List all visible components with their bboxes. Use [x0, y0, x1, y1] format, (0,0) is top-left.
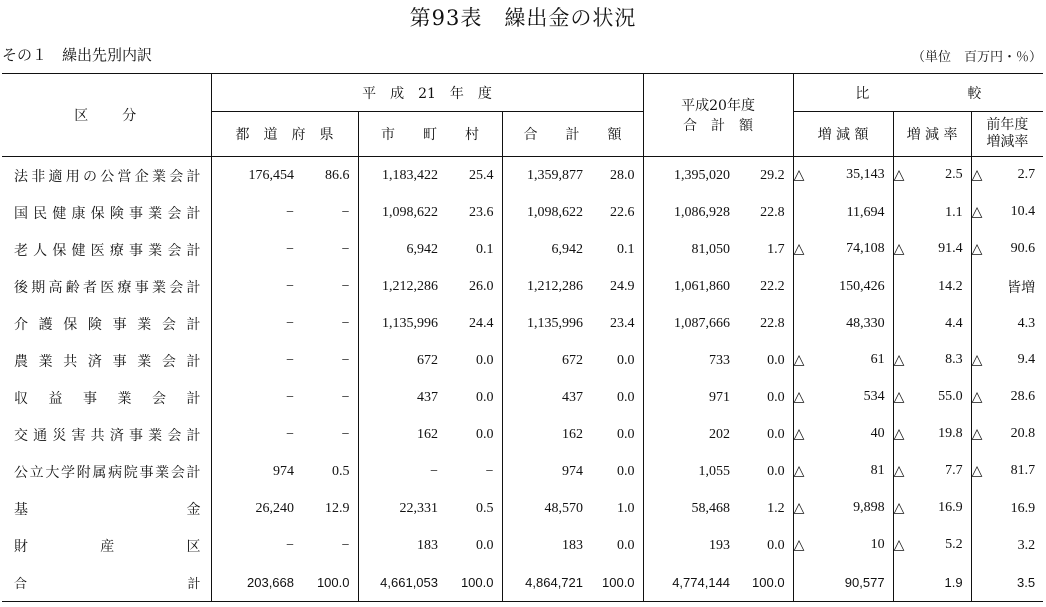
change-rate-wrap — [894, 500, 963, 517]
prev-rate-wrap — [972, 204, 1036, 221]
municipal-pct: 0.5 — [446, 490, 502, 527]
table-row — [2, 194, 1043, 231]
change-amount-number: 10 — [870, 537, 885, 552]
change-amount-wrap — [794, 463, 885, 480]
change-rate-number: 19.8 — [938, 426, 963, 441]
change-rate-sign: △ — [893, 538, 905, 553]
change-amount-number: 81 — [870, 463, 885, 478]
prefecture-value: − — [286, 389, 294, 405]
municipal-value: 22,331 — [399, 500, 438, 516]
outflow-table — [2, 73, 1043, 602]
change-rate — [893, 490, 971, 527]
h20-value: 1,086,928 — [674, 204, 731, 220]
prefecture-pct: − — [302, 305, 358, 342]
total-pct: 0.1 — [591, 231, 643, 268]
prev-rate-wrap — [972, 538, 1036, 554]
change-rate-wrap — [894, 167, 963, 184]
total-pct: 24.9 — [591, 268, 643, 305]
table-row — [2, 342, 1043, 379]
table-row — [2, 416, 1043, 453]
change-rate-number: 14.2 — [938, 278, 963, 294]
table-row — [2, 157, 1043, 195]
change-rate — [893, 157, 971, 195]
prev-rate-sign: △ — [971, 242, 983, 257]
h20-value: 58,468 — [691, 500, 731, 516]
municipal-value: 6,942 — [406, 241, 438, 257]
change-rate — [893, 342, 971, 379]
total-prefecture-value: 203,668 — [247, 575, 294, 590]
change-rate-number: 4.4 — [945, 315, 963, 331]
prefecture-pct: − — [302, 194, 358, 231]
total-pct: 0.0 — [591, 416, 643, 453]
change-amount — [793, 305, 893, 342]
change-amount-number: 9,898 — [853, 500, 885, 515]
h20-value: 733 — [709, 352, 731, 368]
municipal-pct: − — [446, 453, 502, 490]
change-rate-sign: △ — [893, 353, 905, 368]
prefecture-pct: 12.9 — [302, 490, 358, 527]
prefecture-pct: − — [302, 342, 358, 379]
prefecture-value: − — [286, 241, 294, 257]
change-rate — [893, 416, 971, 453]
change-rate-wrap — [894, 389, 963, 406]
municipal-value: 1,135,996 — [382, 315, 438, 331]
change-amount-wrap — [794, 352, 885, 369]
total-value: 672 — [562, 352, 583, 368]
prefecture-pct: 0.5 — [302, 453, 358, 490]
total-row — [2, 564, 1043, 602]
municipal-pct: 24.4 — [446, 305, 502, 342]
change-amount-number: 40 — [870, 426, 885, 441]
prev-rate-number: 4.3 — [1017, 315, 1036, 331]
row-label: 老人保健医療事業会計 — [2, 231, 211, 268]
change-rate-sign: △ — [893, 168, 905, 183]
change-rate-number: 55.0 — [938, 389, 963, 404]
h20-pct: 22.2 — [738, 268, 793, 305]
prev-rate-wrap — [972, 241, 1036, 258]
change-amount-sign: △ — [793, 464, 805, 479]
prev-rate-wrap — [972, 352, 1036, 369]
change-rate-number: 8.3 — [945, 352, 963, 367]
change-rate-sign: △ — [893, 390, 905, 405]
row-label: 公立大学附属病院事業会計 — [2, 453, 211, 490]
change-amount-number: 150,426 — [839, 278, 885, 294]
municipal-pct: 0.1 — [446, 231, 502, 268]
total-pct: 0.0 — [591, 453, 643, 490]
change-amount-number: 35,143 — [846, 167, 885, 182]
row-label: 基金 — [2, 490, 211, 527]
change-amount — [793, 157, 893, 195]
change-rate-wrap — [894, 241, 963, 258]
total-value: 437 — [562, 389, 583, 405]
table-row — [2, 231, 1043, 268]
municipal-value: 162 — [417, 426, 438, 442]
h20-pct: 22.8 — [738, 194, 793, 231]
header-change-amount: 増 減 額 — [793, 112, 893, 157]
change-rate — [893, 305, 971, 342]
total-value: 1,098,622 — [527, 204, 583, 220]
prev-rate-wrap — [972, 501, 1036, 517]
change-rate-wrap — [894, 279, 963, 295]
h20-pct: 1.7 — [738, 231, 793, 268]
change-amount-sign: △ — [793, 501, 805, 516]
h20-pct: 0.0 — [738, 416, 793, 453]
total-value: 1,212,286 — [527, 278, 583, 294]
change-rate-sign: △ — [893, 501, 905, 516]
table-subtitle: その１ 繰出先別内訳 — [2, 46, 153, 64]
row-label: 収益事業会計 — [2, 379, 211, 416]
municipal-pct: 26.0 — [446, 268, 502, 305]
change-rate-sign: △ — [893, 242, 905, 257]
change-amount-wrap — [794, 167, 885, 184]
header-total: 合 計 額 — [502, 112, 643, 157]
change-amount-sign: △ — [793, 390, 805, 405]
h20-pct: 0.0 — [738, 379, 793, 416]
change-amount-wrap — [794, 426, 885, 443]
header-h21: 平 成 21 年 度 — [211, 74, 643, 112]
header-compare: 比 較 — [793, 74, 1043, 112]
change-amount-number: 61 — [870, 352, 885, 367]
change-amount-wrap — [794, 500, 885, 517]
prev-rate — [971, 194, 1043, 231]
municipal-value: 1,098,622 — [382, 204, 438, 220]
prev-rate — [971, 342, 1043, 379]
change-rate-wrap — [894, 205, 963, 221]
header-prefecture: 都 道 府 県 — [211, 112, 358, 157]
municipal-pct: 23.6 — [446, 194, 502, 231]
prev-rate-number: 皆増 — [1007, 280, 1036, 296]
total-municipal-value: 4,661,053 — [380, 575, 438, 590]
municipal-pct: 0.0 — [446, 527, 502, 564]
change-rate — [893, 194, 971, 231]
change-rate-number: 7.7 — [945, 463, 963, 478]
prev-rate-number: 2.7 — [1017, 167, 1036, 182]
total-value: 974 — [562, 463, 583, 479]
total-value: 6,942 — [551, 241, 583, 257]
change-amount — [793, 268, 893, 305]
prefecture-value: 26,240 — [255, 500, 294, 516]
prev-rate-wrap — [972, 277, 1036, 297]
prefecture-pct: − — [302, 416, 358, 453]
prev-rate-number: 16.9 — [1010, 500, 1036, 516]
prev-rate-number: 28.6 — [1010, 389, 1036, 404]
header-kubun: 区 分 — [2, 74, 211, 157]
municipal-value: 183 — [417, 537, 438, 553]
municipal-pct: 25.4 — [446, 157, 502, 195]
change-rate-wrap — [894, 426, 963, 443]
total-pct: 1.0 — [591, 490, 643, 527]
total-total-value: 4,864,721 — [525, 575, 583, 590]
prev-rate-sign: △ — [971, 353, 983, 368]
change-amount — [793, 194, 893, 231]
change-rate — [893, 379, 971, 416]
change-rate-wrap — [894, 537, 963, 554]
prev-rate — [971, 453, 1043, 490]
header-prev-rate-line2: 増減率 — [986, 134, 1029, 150]
change-amount-sign: △ — [793, 242, 805, 257]
total-pct: 0.0 — [591, 527, 643, 564]
total-prefecture-pct: 100.0 — [302, 564, 358, 602]
total-municipal-pct: 100.0 — [446, 564, 502, 602]
municipal-value: 437 — [417, 389, 438, 405]
row-label: 国民健康保険事業会計 — [2, 194, 211, 231]
municipal-pct: 0.0 — [446, 342, 502, 379]
change-amount — [793, 342, 893, 379]
change-amount-wrap — [794, 389, 885, 406]
total-value: 162 — [562, 426, 583, 442]
total-pct: 0.0 — [591, 379, 643, 416]
change-amount-wrap — [794, 279, 885, 295]
table-row — [2, 453, 1043, 490]
change-rate-wrap — [894, 352, 963, 369]
change-amount-sign: △ — [793, 427, 805, 442]
total-h20-value: 4,774,144 — [672, 575, 731, 590]
header-change-rate: 増 減 率 — [893, 112, 971, 157]
prev-rate-sign: △ — [971, 390, 983, 405]
municipal-value: 672 — [417, 352, 438, 368]
total-pct: 22.6 — [591, 194, 643, 231]
prev-rate — [971, 379, 1043, 416]
prev-rate-number: 9.4 — [1017, 352, 1036, 367]
row-label: 後期高齢者医療事業会計 — [2, 268, 211, 305]
change-amount — [793, 379, 893, 416]
row-label: 財産区 — [2, 527, 211, 564]
change-rate-number: 16.9 — [938, 500, 963, 515]
prev-rate-wrap — [972, 316, 1036, 332]
municipal-value: 1,183,422 — [382, 167, 438, 183]
header-h20 — [643, 74, 793, 157]
h20-pct: 0.0 — [738, 527, 793, 564]
municipal-value: − — [430, 463, 438, 479]
prev-rate — [971, 231, 1043, 268]
change-rate-number: 5.2 — [945, 537, 963, 552]
total-h20-pct: 100.0 — [738, 564, 793, 602]
prev-rate-number: 81.7 — [1010, 463, 1036, 478]
change-amount-number: 11,694 — [846, 204, 885, 220]
prev-rate-wrap — [972, 463, 1036, 480]
total-change-rate: 1.9 — [893, 564, 971, 602]
h20-value: 1,061,860 — [674, 278, 731, 294]
prefecture-value: − — [286, 537, 294, 553]
prev-rate — [971, 305, 1043, 342]
header-prev-rate — [971, 112, 1043, 157]
table-row — [2, 268, 1043, 305]
prev-rate-wrap — [972, 389, 1036, 406]
municipal-pct: 0.0 — [446, 416, 502, 453]
prev-rate-sign: △ — [971, 427, 983, 442]
change-rate-sign: △ — [893, 427, 905, 442]
header-prev-rate-line1: 前年度 — [986, 117, 1029, 133]
h20-value: 193 — [709, 537, 731, 553]
municipal-pct: 0.0 — [446, 379, 502, 416]
total-value: 1,359,877 — [527, 167, 583, 183]
total-pct: 23.4 — [591, 305, 643, 342]
change-amount-sign: △ — [793, 353, 805, 368]
prev-rate-wrap — [972, 167, 1036, 184]
prev-rate-wrap — [972, 426, 1036, 443]
h20-value: 1,055 — [698, 463, 731, 479]
prev-rate-sign: △ — [971, 205, 983, 220]
prefecture-value: − — [286, 278, 294, 294]
h20-pct: 22.8 — [738, 305, 793, 342]
table-row — [2, 379, 1043, 416]
total-row-label: 合計 — [2, 564, 211, 602]
h20-pct: 0.0 — [738, 342, 793, 379]
row-label: 法非適用の公営企業会計 — [2, 157, 211, 195]
prefecture-value: − — [286, 426, 294, 442]
change-amount — [793, 453, 893, 490]
change-rate-number: 1.1 — [945, 204, 963, 220]
change-rate-number: 91.4 — [938, 241, 963, 256]
prefecture-value: − — [286, 204, 294, 220]
change-amount — [793, 416, 893, 453]
change-amount-wrap — [794, 537, 885, 554]
h20-value: 81,050 — [691, 241, 731, 257]
prev-rate — [971, 527, 1043, 564]
total-pct: 28.0 — [591, 157, 643, 195]
change-rate-wrap — [894, 463, 963, 480]
prefecture-value: 974 — [273, 463, 294, 479]
change-amount-wrap — [794, 241, 885, 258]
change-rate — [893, 453, 971, 490]
change-amount-sign: △ — [793, 538, 805, 553]
municipal-value: 1,212,286 — [382, 278, 438, 294]
prev-rate — [971, 416, 1043, 453]
total-change-amount: 90,577 — [793, 564, 893, 602]
prefecture-value: − — [286, 315, 294, 331]
table-row — [2, 305, 1043, 342]
change-amount-sign: △ — [793, 168, 805, 183]
table-title: 第93表 繰出金の状況 — [409, 6, 637, 30]
change-amount-number: 48,330 — [846, 315, 885, 331]
row-label: 介護保険事業会計 — [2, 305, 211, 342]
prev-rate — [971, 490, 1043, 527]
h20-value: 202 — [709, 426, 731, 442]
change-amount-number: 534 — [863, 389, 885, 404]
prev-rate-number: 20.8 — [1010, 426, 1036, 441]
total-total-pct: 100.0 — [591, 564, 643, 602]
prev-rate-number: 3.2 — [1017, 537, 1036, 553]
prev-rate-number: 10.4 — [1010, 204, 1036, 219]
header-municipal: 市 町 村 — [358, 112, 502, 157]
table-row — [2, 490, 1043, 527]
h20-pct: 0.0 — [738, 453, 793, 490]
h20-value: 1,087,666 — [674, 315, 731, 331]
total-value: 1,135,996 — [527, 315, 583, 331]
change-rate — [893, 527, 971, 564]
change-rate-wrap — [894, 316, 963, 332]
prefecture-pct: − — [302, 268, 358, 305]
prefecture-pct: 86.6 — [302, 157, 358, 195]
h20-pct: 29.2 — [738, 157, 793, 195]
prev-rate — [971, 268, 1043, 305]
unit-label: （単位 百万円・％） — [911, 50, 1042, 65]
total-pct: 0.0 — [591, 342, 643, 379]
prefecture-value: − — [286, 352, 294, 368]
change-rate-sign: △ — [893, 464, 905, 479]
prev-rate-number: 90.6 — [1010, 241, 1036, 256]
row-label: 交通災害共済事業会計 — [2, 416, 211, 453]
table-row — [2, 527, 1043, 564]
change-rate — [893, 268, 971, 305]
prefecture-pct: − — [302, 527, 358, 564]
change-amount-wrap — [794, 205, 885, 221]
header-h20-line2: 合 計 額 — [683, 118, 754, 134]
h20-pct: 1.2 — [738, 490, 793, 527]
change-rate — [893, 231, 971, 268]
prev-rate-sign: △ — [971, 464, 983, 479]
prev-rate-sign: △ — [971, 168, 983, 183]
total-value: 183 — [562, 537, 583, 553]
header-h20-line1: 平成20年度 — [681, 98, 755, 114]
prefecture-pct: − — [302, 379, 358, 416]
h20-value: 1,395,020 — [674, 167, 731, 183]
total-value: 48,570 — [544, 500, 583, 516]
change-amount — [793, 231, 893, 268]
prev-rate — [971, 157, 1043, 195]
h20-value: 971 — [709, 389, 731, 405]
change-amount — [793, 490, 893, 527]
prefecture-pct: − — [302, 231, 358, 268]
change-rate-number: 2.5 — [945, 167, 963, 182]
change-amount-wrap — [794, 316, 885, 332]
change-amount — [793, 527, 893, 564]
row-label: 農業共済事業会計 — [2, 342, 211, 379]
total-prev-rate: 3.5 — [1017, 575, 1036, 590]
change-amount-number: 74,108 — [846, 241, 885, 256]
prefecture-value: 176,454 — [248, 167, 294, 183]
